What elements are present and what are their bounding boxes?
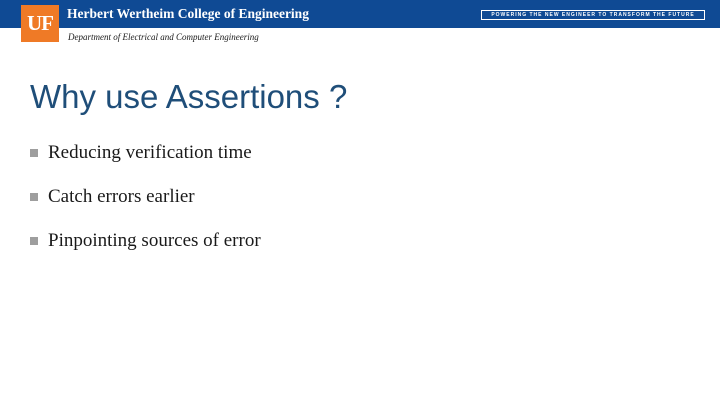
header-bar: [0, 0, 720, 28]
uf-logo: [21, 5, 59, 42]
tagline-text: POWERING THE NEW ENGINEER TO TRANSFORM THE FUTURE: [491, 12, 695, 18]
college-name: Herbert Wertheim College of Engineering: [67, 6, 309, 21]
tagline-box: [481, 10, 705, 20]
bullet-item: [30, 141, 261, 165]
square-bullet-icon: [30, 237, 38, 245]
square-bullet-icon: [30, 193, 38, 201]
bullet-text: Catch errors earlier: [48, 186, 195, 207]
bullet-text: Pinpointing sources of error: [48, 230, 261, 251]
uf-logo-text: UF: [27, 11, 53, 35]
bullet-item: [30, 185, 261, 209]
department-name: Department of Electrical and Computer Engineering: [68, 32, 259, 42]
bullet-list: [30, 141, 261, 273]
bullet-item: [30, 229, 261, 253]
square-bullet-icon: [30, 149, 38, 157]
bullet-text: Reducing verification time: [48, 142, 252, 163]
slide-title: Why use Assertions ?: [30, 78, 348, 115]
